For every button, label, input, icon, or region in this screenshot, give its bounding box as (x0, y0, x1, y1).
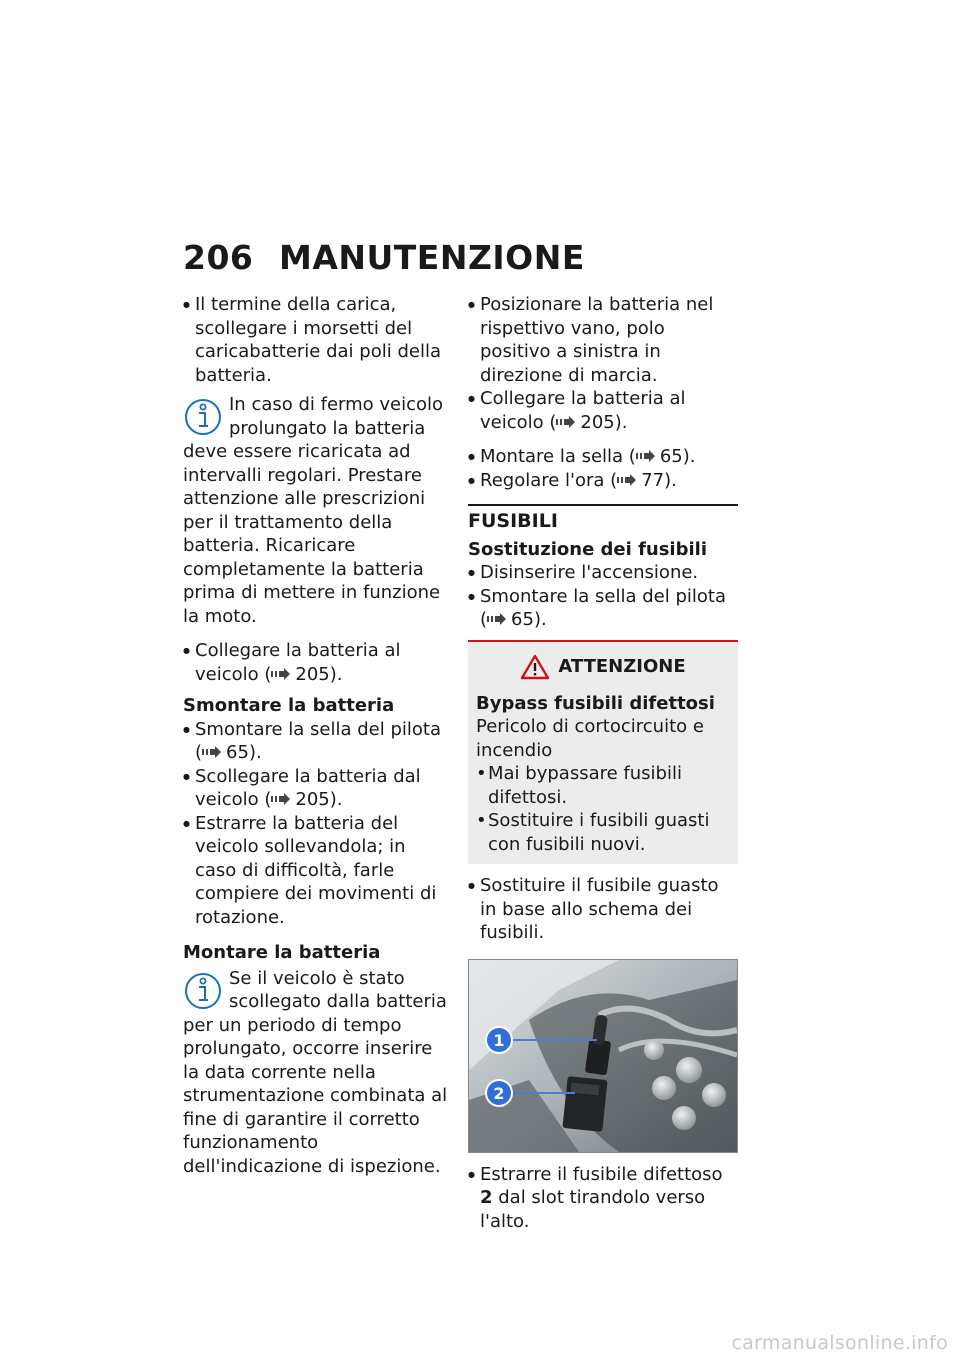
list-item: ● Disinserire l'accensione. (468, 561, 738, 585)
info-text: Se il veicolo è stato scollegato dalla batteria per un periodo di tempo prolungato, occorre inserire la data corrente nella strumentazione combinata al fine di garantire il corretto funzionamento dell'indicazione di ispezione. (183, 967, 448, 1177)
page-reference-arrow-icon (271, 792, 291, 806)
list-item: ● Montare la sella ( 65). (468, 445, 738, 469)
fuse-box-photo (468, 959, 738, 1153)
info-icon (183, 969, 223, 1011)
subheading: Montare la batteria (183, 942, 381, 963)
section-heading: FUSIBILI (468, 504, 738, 534)
subheading: Smontare la batteria (183, 695, 395, 716)
page-reference-arrow-icon (487, 612, 507, 626)
warning-text: Pericolo di cortocircuito e incendio (476, 716, 704, 761)
page-reference-arrow-icon (617, 473, 637, 487)
list-item: ● Smontare la sella del pilota ( 65). (468, 585, 738, 632)
list-item: ● Scollegare la batteria dal veicolo ( 205). (183, 765, 451, 812)
chapter-title: MANUTENZIONE (279, 238, 585, 277)
watermark: carmanualsonline.info (731, 1332, 948, 1354)
list-item: ● Sostituire il fusibile guasto in base allo schema dei fusibili. (468, 874, 738, 945)
callout-1: 1 (493, 1030, 505, 1050)
page-reference-arrow-icon (271, 667, 291, 681)
warning-item: • Sostituire i fusibili guasti con fusibili nuovi. (476, 809, 730, 856)
list-item: ● Estrarre il fusibile difettoso 2 dal slot tirandolo verso l'alto. (468, 1163, 738, 1234)
list-item: ● Estrarre la batteria del veicolo sollevandola; in caso di difficoltà, farle compiere dei movimenti di rotazione. (183, 812, 451, 930)
info-note (183, 967, 451, 1179)
page-reference-arrow-icon (202, 745, 222, 759)
left-column (183, 293, 451, 1178)
list-item: ● Smontare la sella del pilota ( 65). (183, 718, 451, 765)
list-item: ● Collegare la batteria al veicolo ( 205). (468, 387, 738, 434)
list-item: ● Il termine della carica, scollegare i morsetti del caricabatterie dai poli della batteria. (183, 293, 451, 387)
list-item: ● Collegare la batteria al veicolo ( 205). (183, 639, 451, 686)
warning-box (468, 640, 738, 865)
info-text: In caso di fermo veicolo prolungato la batteria deve essere ricaricata ad intervalli regolari. Prestare attenzione alle prescrizioni per il trattamento della batteria. Ricaricare completamente la batteria prima di mettere in funzione la moto. (183, 394, 444, 627)
page-header (183, 238, 585, 277)
list-item: ● Posizionare la batteria nel rispettivo vano, polo positivo a sinistra in direzione di marcia. (468, 293, 738, 387)
subheading: Sostituzione dei fusibili (468, 538, 707, 560)
callout-2: 2 (493, 1083, 505, 1103)
page-reference-arrow-icon (636, 449, 656, 463)
info-icon (183, 395, 223, 437)
warning-item: • Mai bypassare fusibili difettosi. (476, 762, 730, 809)
warning-triangle-icon (520, 654, 550, 680)
page-reference-arrow-icon (556, 415, 576, 429)
info-note (183, 393, 451, 628)
right-column (468, 293, 738, 1233)
page-number: 206 (183, 238, 254, 277)
warning-heading: Bypass fusibili difettosi (476, 692, 715, 714)
warning-title: ATTENZIONE (476, 654, 730, 680)
list-item: ● Regolare l'ora ( 77). (468, 469, 738, 493)
